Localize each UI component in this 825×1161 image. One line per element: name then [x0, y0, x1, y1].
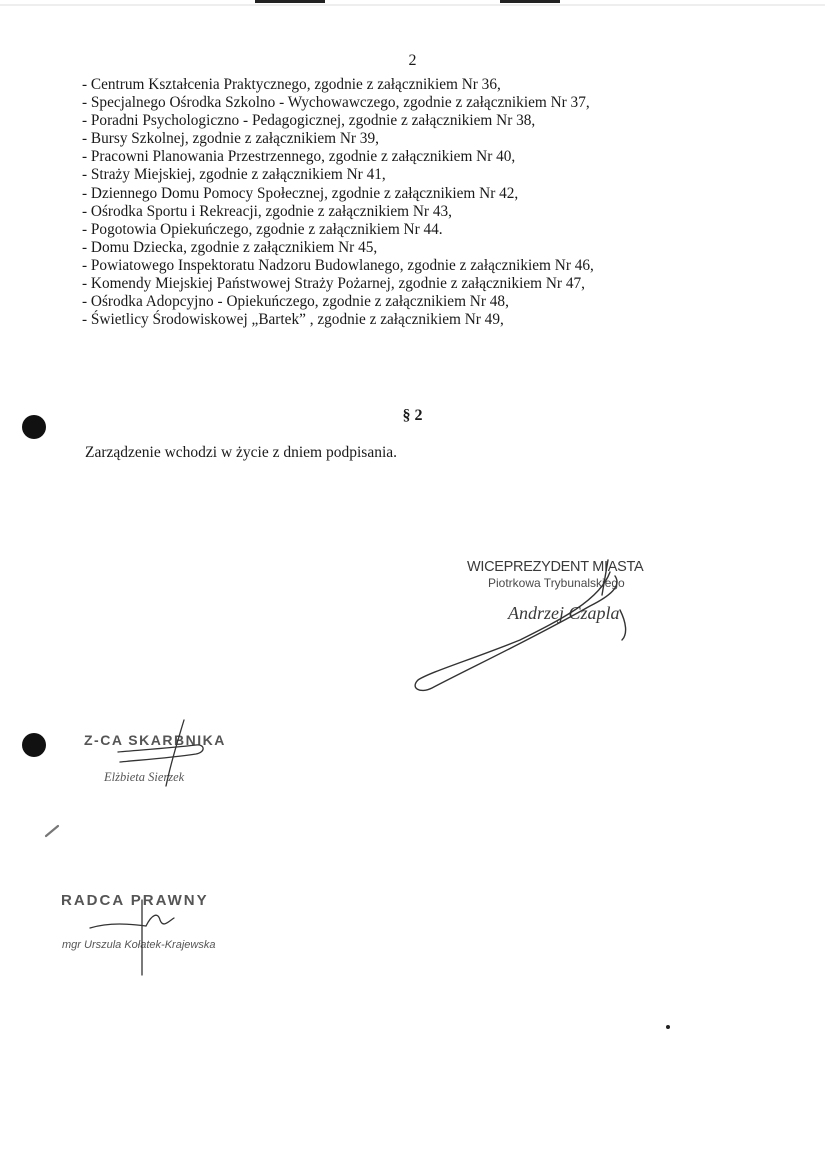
scan-top-edge — [0, 0, 825, 8]
punch-hole — [22, 415, 46, 439]
treasurer-name: Elżbieta Sierzek — [104, 770, 185, 784]
list-item: - Domu Dziecka, zgodnie z załącznikiem Nr 45, — [82, 238, 378, 256]
list-item: - Pracowni Planowania Przestrzennego, zgodnie z załącznikiem Nr 40, — [82, 148, 516, 166]
vice-president-city: Piotrkowa Trybunalskiego — [488, 576, 625, 590]
attachment-list — [82, 76, 762, 329]
list-item: - Komendy Miejskiej Państwowej Straży Pożarnej, zgodnie z załącznikiem Nr 47, — [82, 275, 585, 293]
legal-advisor-signature — [90, 900, 174, 975]
scan-speck — [666, 1025, 670, 1029]
section-text: Zarządzenie wchodzi w życie z dniem podpisania. — [85, 444, 398, 461]
vice-president-title: WICEPREZYDENT MIASTA — [467, 559, 644, 575]
section-heading: § 2 — [402, 407, 423, 424]
list-item: - Poradni Psychologiczno - Pedagogicznej, zgodnie z załącznikiem Nr 38, — [82, 112, 536, 130]
list-item: - Ośrodka Sportu i Rekreacji, zgodnie z załącznikiem Nr 43, — [82, 202, 452, 220]
list-item: - Dziennego Domu Pomocy Społecznej, zgodnie z załącznikiem Nr 42, — [82, 184, 519, 202]
scan-mark — [46, 826, 58, 836]
list-item: - Powiatowego Inspektoratu Nadzoru Budowlanego, zgodnie z załącznikiem Nr 46, — [82, 256, 594, 274]
legal-advisor-name: mgr Urszula Kołatek-Krajewska — [62, 939, 216, 951]
list-item: - Specjalnego Ośrodka Szkolno - Wychowawczego, zgodnie z załącznikiem Nr 37, — [82, 94, 590, 112]
page-number: 2 — [408, 52, 417, 69]
list-item: - Centrum Kształcenia Praktycznego, zgodnie z załącznikiem Nr 36, — [82, 76, 501, 93]
list-item: - Pogotowia Opiekuńczego, zgodnie z załącznikiem Nr 44. — [82, 220, 443, 238]
punch-hole — [22, 733, 46, 757]
list-item: - Bursy Szkolnej, zgodnie z załącznikiem Nr 39, — [82, 130, 379, 148]
list-item: - Świetlicy Środowiskowej „Bartek” , zgodnie z załącznikiem Nr 49, — [82, 311, 504, 329]
legal-advisor-title: RADCA PRAWNY — [61, 892, 209, 909]
treasurer-title: Z-CA SKARBNIKA — [84, 732, 226, 748]
list-item: - Straży Miejskiej, zgodnie z załącznikiem Nr 41, — [82, 166, 386, 184]
list-item: - Ośrodka Adopcyjno - Opiekuńczego, zgodnie z załącznikiem Nr 48, — [82, 293, 509, 311]
vice-president-name: Andrzej Czapla — [508, 603, 620, 623]
